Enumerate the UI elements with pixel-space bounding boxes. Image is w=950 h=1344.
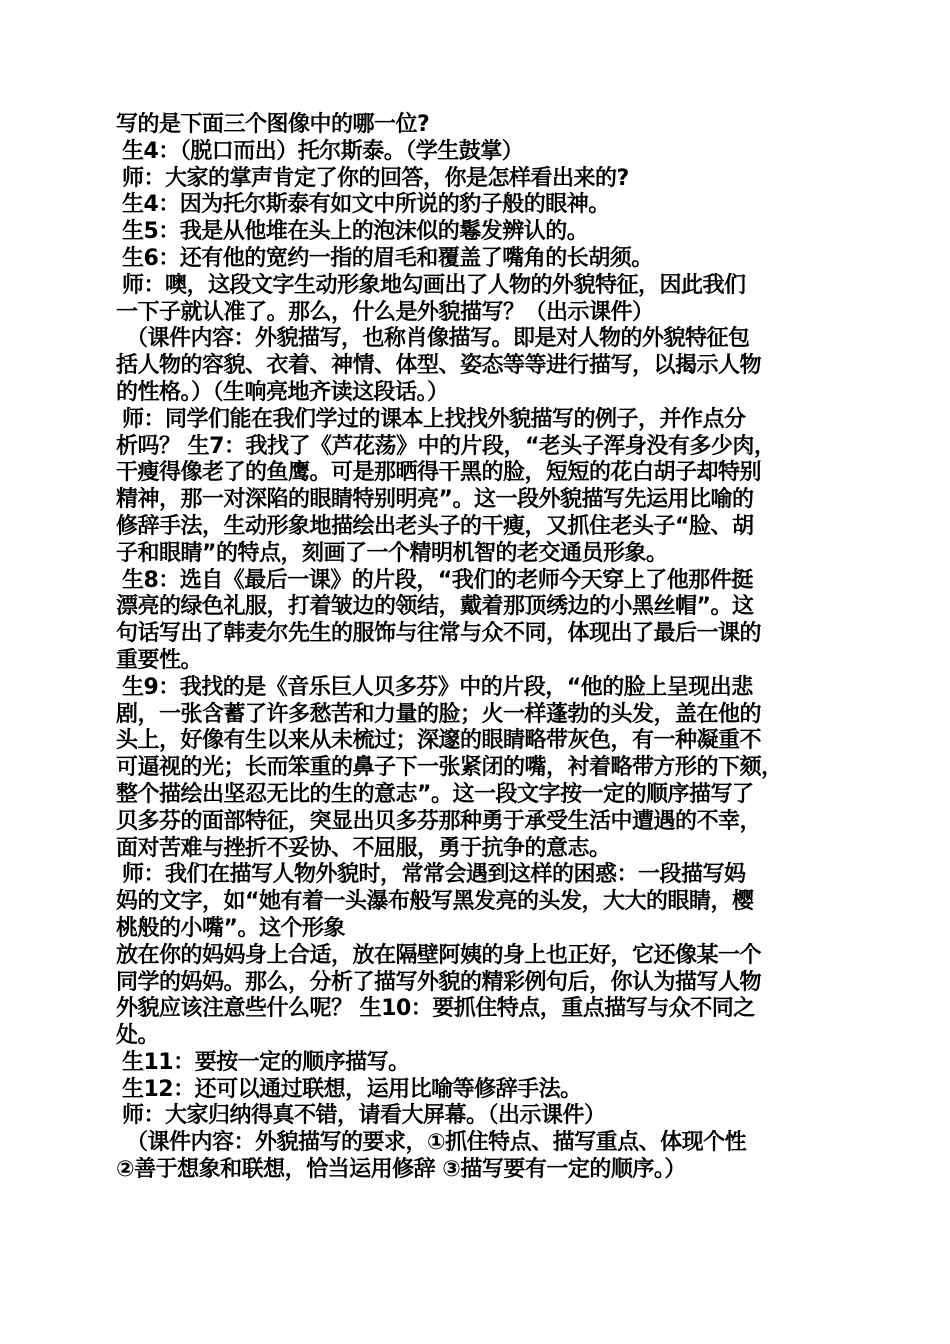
text-line: 剧，一张含蓄了许多愁苦和力量的脸；火一样蓬勃的头发，盖在他的: [116, 701, 762, 727]
text-line: 生8：选自《最后一课》的片段，“我们的老师今天穿上了他那件挺: [122, 567, 753, 593]
text-line: 生11：要按一定的顺序描写。: [122, 1049, 410, 1075]
text-line: 面对苦难与挫折不妥协、不屈服，勇于抗争的意志。: [116, 835, 611, 861]
text-line: 生6：还有他的宽约一指的眉毛和覆盖了嘴角的长胡须。: [122, 245, 653, 271]
text-line: 写的是下面三个图像中的哪一位?: [116, 112, 430, 137]
text-line: 头上，好像有生以来从未梳过；深邃的眼睛略带灰色，有一种凝重不: [116, 728, 762, 754]
text-line: 可逼视的光；长而笨重的鼻子下一张紧闭的嘴，衬着略带方形的下颏，: [116, 755, 783, 781]
text-line: 师：同学们能在我们学过的课本上找找外貌描写的例子，并作点分: [122, 406, 746, 432]
text-line: 一下子就认准了。那么，什么是外貌描写？（出示课件）: [116, 299, 654, 325]
text-line: 生4：因为托尔斯泰有如文中所说的豹子般的眼神。: [122, 192, 610, 218]
text-line: 析吗？ 生7：我找了《芦花荡》中的片段，“老头子浑身没有多少肉，: [116, 433, 776, 459]
text-line: 同学的妈妈。那么，分析了描写外貌的精彩例句后，你认为描写人物: [116, 969, 762, 995]
text-line: 子和眼睛”的特点，刻画了一个精明机智的老交通员形象。: [116, 540, 668, 566]
text-line: 干瘦得像老了的鱼鹰。可是那晒得干黑的脸，短短的花白胡子却特别: [116, 460, 762, 486]
text-line: 精神，那一对深陷的眼睛特别明亮”。这一段外貌描写先运用比喻的: [116, 487, 754, 513]
text-line: 修辞手法，生动形象地描绘出老头子的干瘦，又抓住老头子“脸、胡: [116, 513, 754, 539]
text-line: 贝多芬的面部特征，突显出贝多芬那种勇于承受生活中遭遇的不幸，: [116, 808, 762, 834]
text-line: 生9：我找的是《音乐巨人贝多芬》中的片段，“他的脸上呈现出悲: [122, 674, 753, 700]
text-line: （课件内容：外貌描写的要求，①抓住特点、描写重点、体现个性: [126, 1130, 747, 1156]
text-line: 整个描绘出坚忍无比的生的意志”。这一段文字按一定的顺序描写了: [116, 781, 754, 807]
text-line: 生4：（脱口而出）托尔斯泰。（学生鼓掌）: [122, 138, 524, 164]
text-line: 放在你的妈妈身上合适，放在隔壁阿姨的身上也正好，它还像某一个: [116, 942, 762, 968]
text-line: 生5：我是从他堆在头上的泡沫似的鬈发辨认的。: [122, 219, 589, 245]
text-line: 处。: [116, 1023, 160, 1049]
text-line: 外貌应该注意些什么呢？ 生10：要抓住特点，重点描写与众不同之: [116, 996, 755, 1022]
text-line: 重要性。: [116, 647, 203, 673]
text-line: 括人物的容貌、衣着、神情、体型、姿态等等进行描写，以揭示人物: [116, 353, 762, 379]
text-line: 桃般的小嘴”。这个形象: [116, 915, 345, 941]
text-line: 师：我们在描写人物外貌时，常常会遇到这样的困惑：一段描写妈: [122, 862, 746, 888]
document-body: [116, 112, 861, 1184]
text-line: 句话写出了韩麦尔先生的服饰与往常与众不同，体现出了最后一课的: [116, 621, 762, 647]
text-line: 的性格。）（生响亮地齐读这段话。）: [116, 379, 449, 405]
text-line: 师：大家的掌声肯定了你的回答，你是怎样看出来的?: [122, 165, 629, 191]
text-line: ②善于想象和联想，恰当运用修辞 ③描写要有一定的顺序。）: [116, 1157, 686, 1183]
text-line: 师：噢，这段文字生动形象地勾画出了人物的外貌特征，因此我们: [122, 272, 746, 298]
text-line: 生12：还可以通过联想，运用比喻等修辞手法。: [122, 1076, 582, 1102]
text-line: （课件内容：外貌描写，也称肖像描写。即是对人物的外貌特征包: [126, 326, 750, 352]
text-line: 妈的文字，如“她有着一头瀑布般写黑发亮的头发，大大的眼睛，樱: [116, 889, 754, 915]
text-line: 师：大家归纳得真不错，请看大屏幕。（出示课件）: [122, 1103, 606, 1129]
text-line: 漂亮的绿色礼服，打着皱边的领结，戴着那顶绣边的小黑丝帽”。这: [116, 594, 754, 620]
